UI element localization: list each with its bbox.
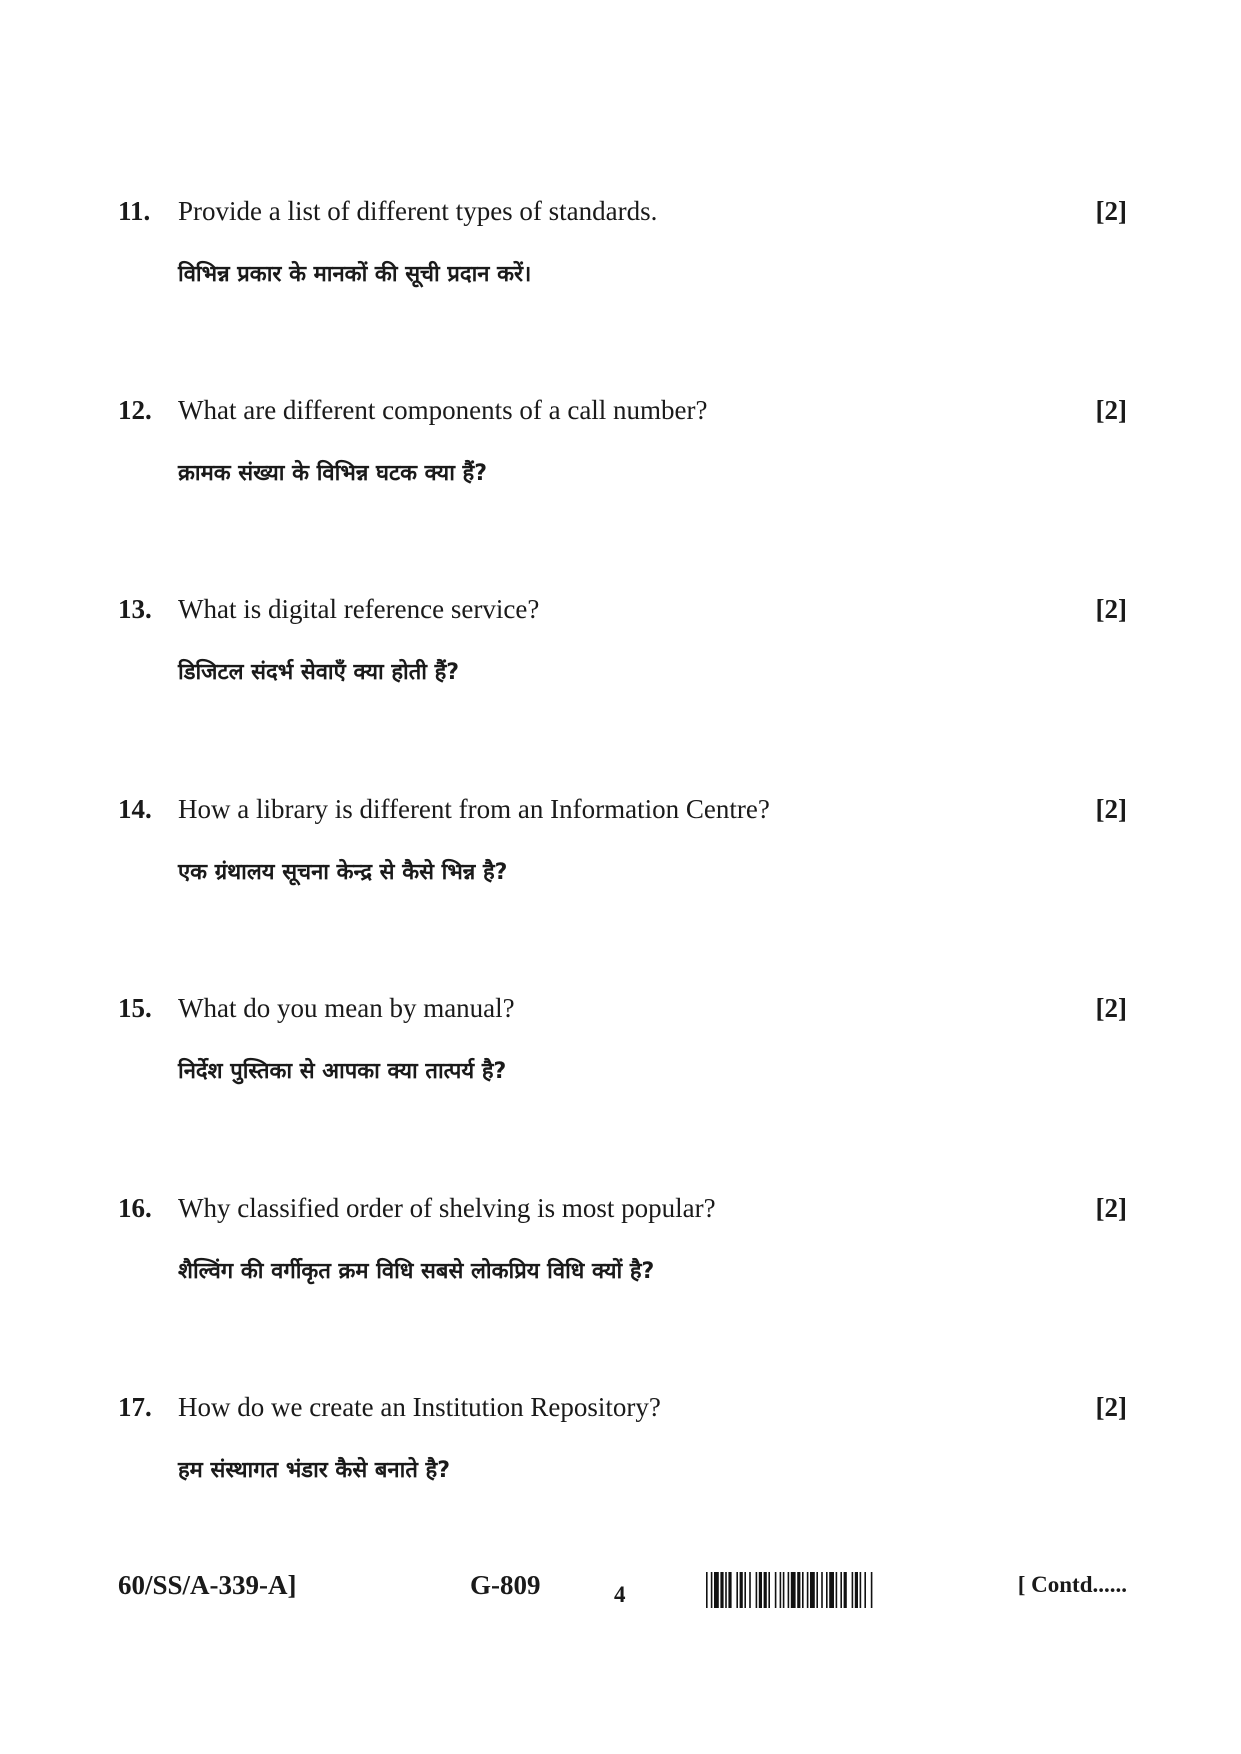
question-text-english: How do we create an Institution Repository? <box>178 1392 661 1422</box>
question-number: 16. <box>118 1193 152 1223</box>
question-text-english: What are different components of a call number? <box>178 395 708 425</box>
question-13 <box>0 592 1241 712</box>
question-text-hindi: विभिन्न प्रकार के मानकों की सूची प्रदान करें। <box>178 262 532 287</box>
question-number: 12. <box>118 395 152 425</box>
question-marks: [2] <box>1095 1392 1127 1422</box>
question-text-english: Why classified order of shelving is most popular? <box>178 1193 716 1223</box>
question-number: 13. <box>118 594 152 624</box>
question-number: 14. <box>118 794 152 824</box>
question-text-hindi: शैल्विंग की वर्गीकृत क्रम विधि सबसे लोकप्रिय विधि क्यों है? <box>178 1259 655 1284</box>
question-marks: [2] <box>1095 1193 1127 1223</box>
question-text-hindi: निर्देश पुस्तिका से आपका क्या तात्पर्य है? <box>178 1059 507 1084</box>
question-text-english: What is digital reference service? <box>178 594 540 624</box>
question-text-english: How a library is different from an Information Centre? <box>178 794 770 824</box>
question-11 <box>0 194 1241 314</box>
page-number: 4 <box>614 1582 626 1607</box>
question-text-english: What do you mean by manual? <box>178 993 515 1023</box>
set-code: G-809 <box>470 1570 541 1600</box>
question-number: 11. <box>118 196 151 226</box>
question-14 <box>0 792 1241 912</box>
question-marks: [2] <box>1095 395 1127 425</box>
question-17 <box>0 1390 1241 1510</box>
question-16 <box>0 1191 1241 1311</box>
question-text-english: Provide a list of different types of standards. <box>178 196 658 226</box>
continued-label: [ Contd...... <box>1017 1572 1127 1597</box>
question-12 <box>0 393 1241 513</box>
question-text-hindi: क्रामक संख्या के विभिन्न घटक क्या हैं? <box>178 461 487 486</box>
page-footer <box>0 1568 1241 1628</box>
question-number: 17. <box>118 1392 152 1422</box>
question-text-hindi: डिजिटल संदर्भ सेवाएँ क्या होती हैं? <box>178 660 460 685</box>
question-text-hindi: एक ग्रंथालय सूचना केन्द्र से कैसे भिन्न है? <box>178 860 508 885</box>
question-15 <box>0 991 1241 1111</box>
question-number: 15. <box>118 993 152 1023</box>
question-text-hindi: हम संस्थागत भंडार कैसे बनाते है? <box>178 1458 450 1483</box>
question-marks: [2] <box>1095 594 1127 624</box>
question-marks: [2] <box>1095 196 1127 226</box>
question-marks: [2] <box>1095 993 1127 1023</box>
barcode-icon <box>706 1572 958 1608</box>
question-marks: [2] <box>1095 794 1127 824</box>
paper-code: 60/SS/A-339-A] <box>118 1570 297 1600</box>
